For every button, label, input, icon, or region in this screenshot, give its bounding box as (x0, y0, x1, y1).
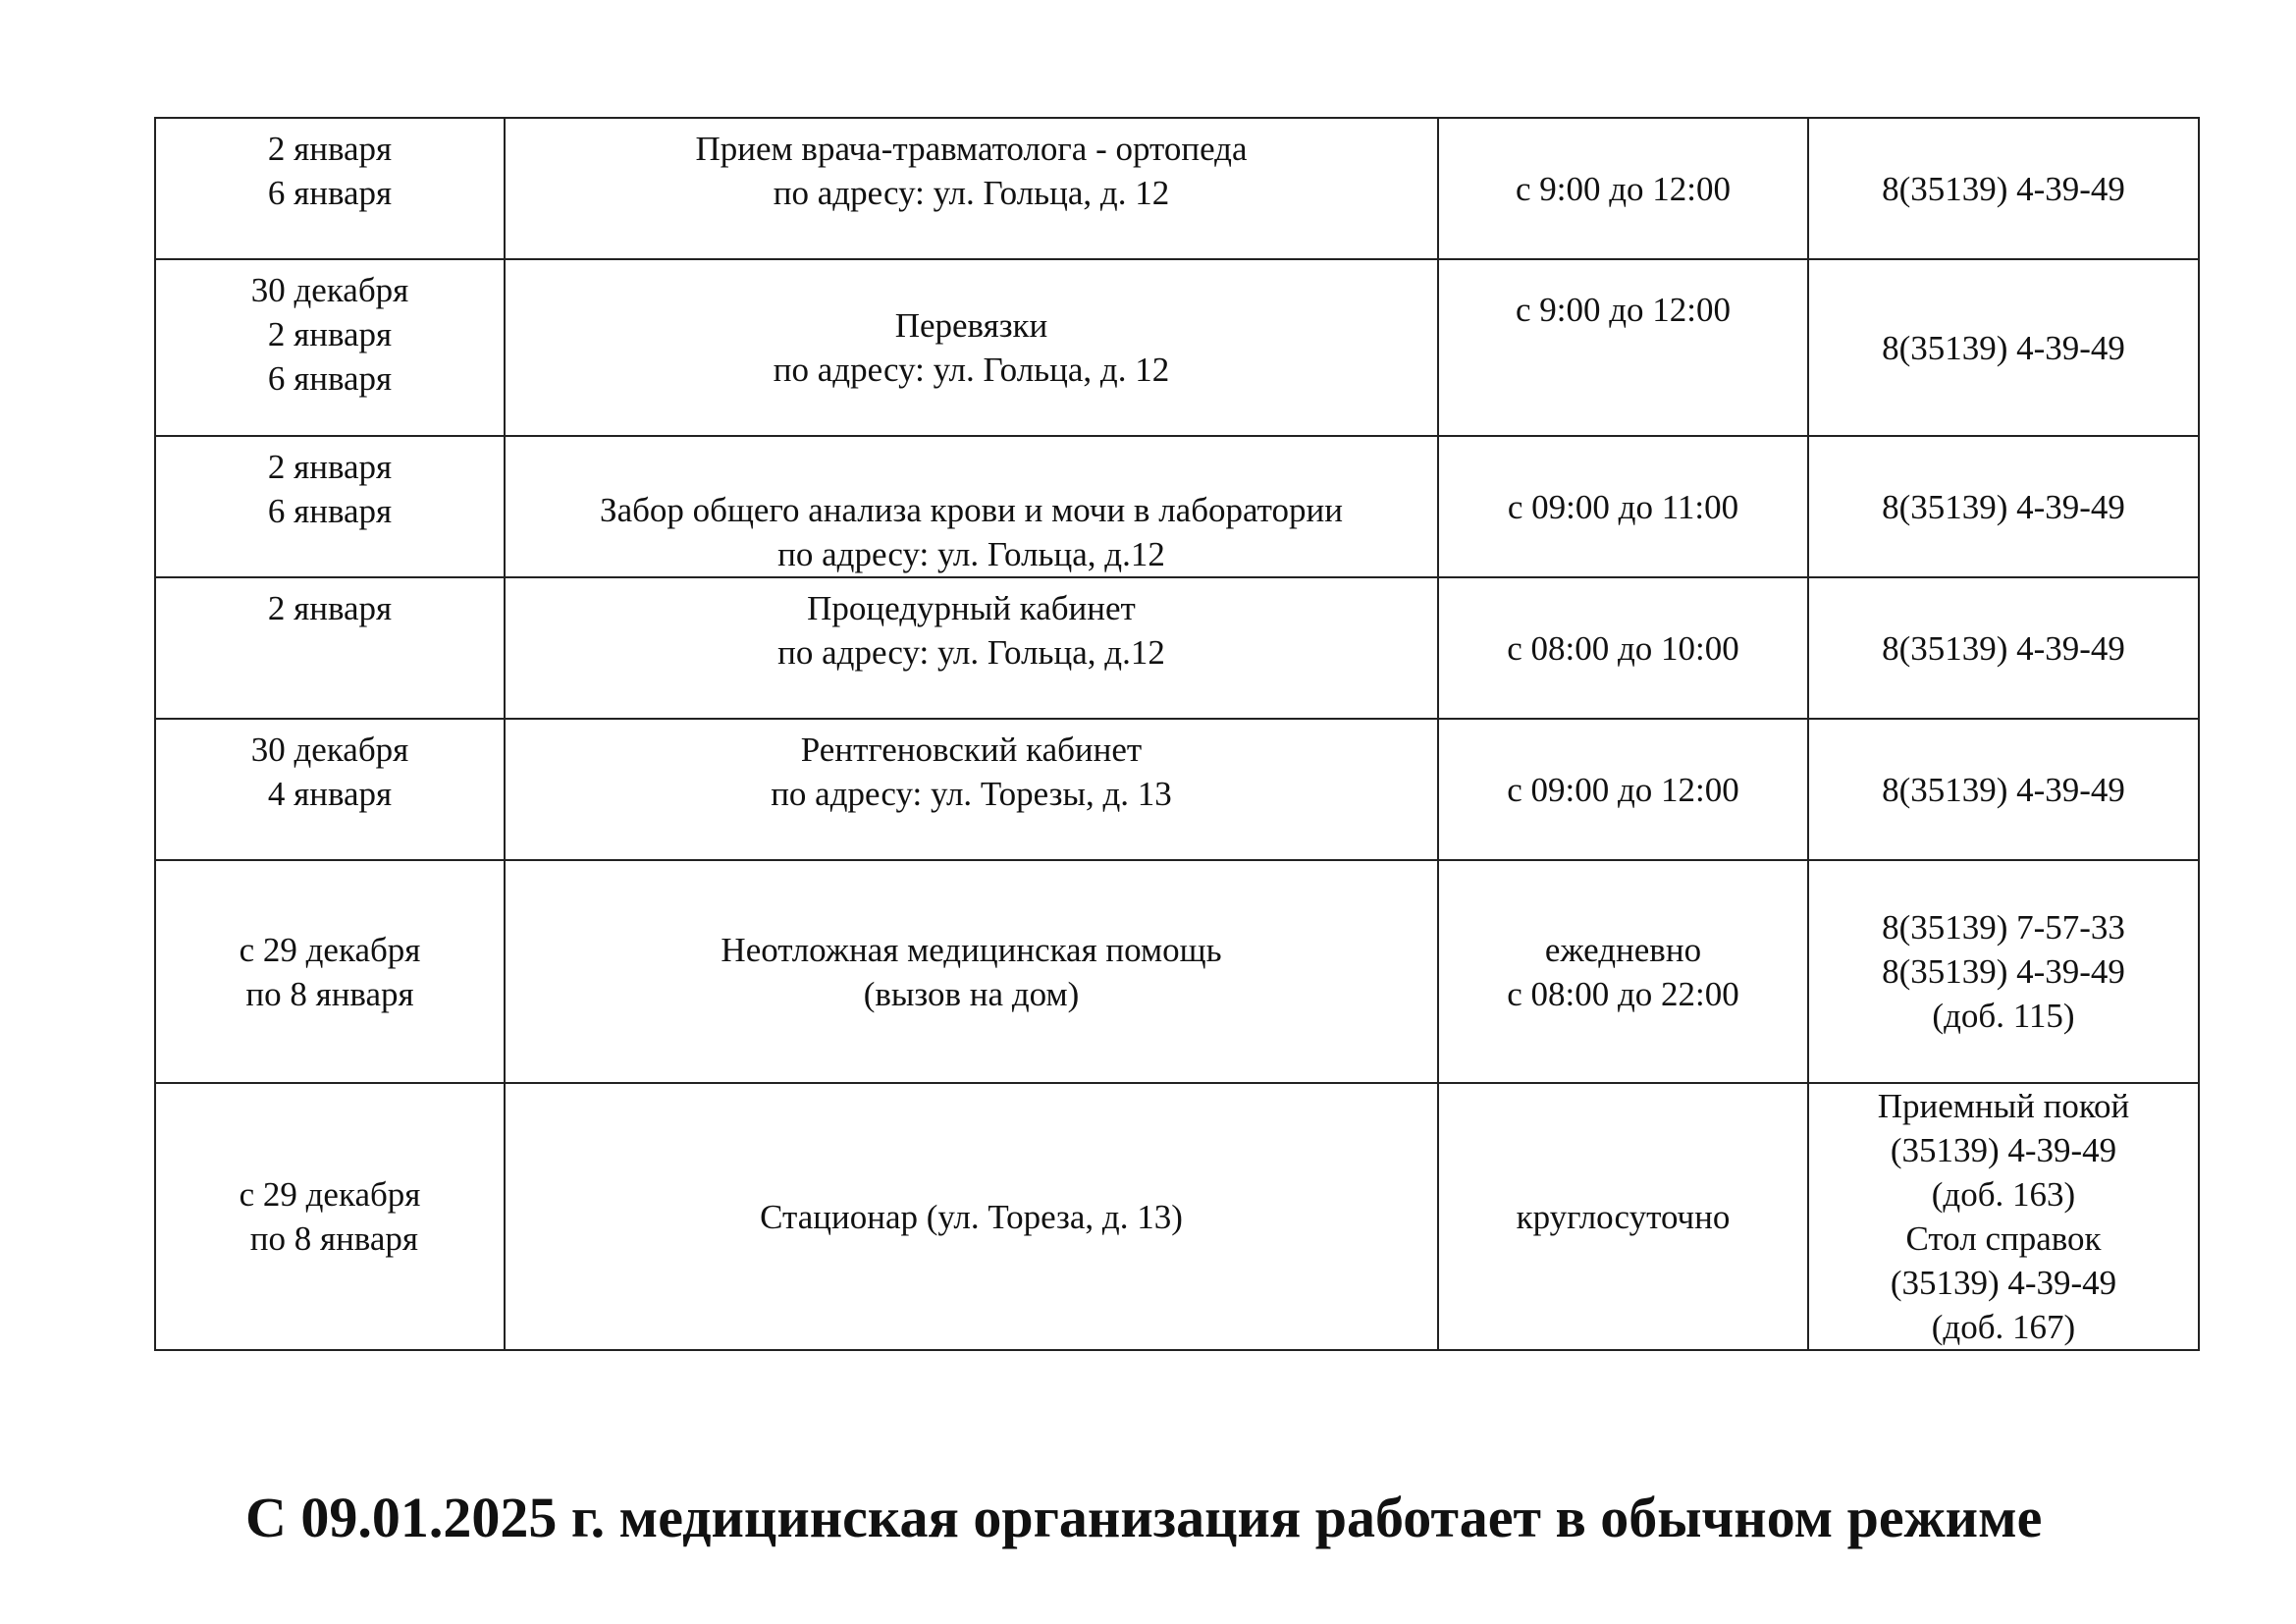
table-row (155, 436, 2199, 577)
hours-cell (1438, 436, 1808, 577)
dates-cell (155, 860, 505, 1083)
service-line: по адресу: ул. Гольца, д. 12 (773, 174, 1170, 212)
phone-label: Стол справок (1905, 1219, 2102, 1258)
dates-cell (155, 1083, 505, 1350)
schedule-table (154, 117, 2200, 1351)
table-row (155, 577, 2199, 719)
date-line: 2 января (267, 589, 393, 627)
service-line: Стационар (ул. Тореза, д. 13) (760, 1197, 1183, 1236)
hours-cell (1438, 719, 1808, 860)
hours-cell (1438, 118, 1808, 259)
phone-line: 8(35139) 4-39-49 (1882, 770, 2125, 809)
hours-cell (1438, 259, 1808, 436)
dates-cell (155, 719, 505, 860)
phone-extension: (доб. 167) (1931, 1308, 2076, 1346)
service-line: Прием врача-травматолога - ортопеда (695, 130, 1248, 168)
hours-line: с 08:00 до 10:00 (1507, 628, 1739, 668)
table-row (155, 719, 2199, 860)
service-line: Перевязки (894, 306, 1048, 345)
phone-line: 8(35139) 7-57-33 (1882, 908, 2125, 947)
service-line: Неотложная медицинская помощь (721, 930, 1222, 969)
phones-cell (1808, 719, 2199, 860)
date-line: 30 декабря (250, 731, 409, 769)
date-line: 6 января (267, 492, 393, 530)
footer-note: С 09.01.2025 г. медицинская организация работает в обычном режиме (245, 1486, 2043, 1549)
hours-line: ежедневно (1544, 930, 1702, 969)
service-line: Процедурный кабинет (807, 589, 1136, 627)
hours-line: с 08:00 до 22:00 (1507, 974, 1739, 1013)
date-line: 6 января (267, 359, 393, 398)
phones-cell (1808, 860, 2199, 1083)
phone-line: 8(35139) 4-39-49 (1882, 487, 2125, 526)
phone-line: (35139) 4-39-49 (1890, 1264, 2117, 1302)
date-line: по 8 января (245, 974, 414, 1013)
service-line: по адресу: ул. Гольца, д.12 (777, 633, 1165, 672)
phones-cell (1808, 259, 2199, 436)
hours-line: круглосуточно (1516, 1197, 1731, 1236)
phone-extension: (доб. 115) (1932, 997, 2075, 1035)
phones-cell (1808, 118, 2199, 259)
service-cell (505, 259, 1438, 436)
service-line: по адресу: ул. Гольца, д. 12 (773, 351, 1170, 389)
dates-cell (155, 118, 505, 259)
service-cell (505, 1083, 1438, 1350)
date-line: с 29 декабря (239, 1175, 421, 1214)
service-line: по адресу: ул. Гольца, д.12 (777, 535, 1165, 573)
service-cell (505, 860, 1438, 1083)
phones-cell (1808, 577, 2199, 719)
phone-line: 8(35139) 4-39-49 (1882, 169, 2125, 208)
hours-cell (1438, 1083, 1808, 1350)
date-line: 2 января (267, 315, 393, 353)
service-cell (505, 719, 1438, 860)
service-cell (505, 118, 1438, 259)
service-cell (505, 577, 1438, 719)
phone-label: Приемный покой (1877, 1087, 2130, 1125)
date-line: 30 декабря (250, 271, 409, 309)
table-row (155, 118, 2199, 259)
dates-cell (155, 577, 505, 719)
phone-extension: (доб. 163) (1931, 1175, 2076, 1214)
dates-cell (155, 436, 505, 577)
date-line: по 8 января (240, 1219, 418, 1258)
phone-line: 8(35139) 4-39-49 (1882, 628, 2125, 668)
date-line: 4 января (267, 775, 393, 813)
hours-line: с 9:00 до 12:00 (1515, 169, 1732, 208)
phones-cell (1808, 436, 2199, 577)
service-cell (505, 436, 1438, 577)
service-line: Забор общего анализа крови и мочи в лаборатории (600, 491, 1343, 529)
hours-line: с 09:00 до 12:00 (1507, 770, 1739, 809)
phone-line: 8(35139) 4-39-49 (1882, 952, 2125, 991)
hours-cell (1438, 577, 1808, 719)
phone-line: (35139) 4-39-49 (1890, 1131, 2117, 1169)
service-line: по адресу: ул. Торезы, д. 13 (771, 775, 1172, 813)
table-row (155, 860, 2199, 1083)
service-line: Рентгеновский кабинет (800, 731, 1143, 769)
hours-line: с 9:00 до 12:00 (1515, 291, 1732, 329)
date-line: 2 января (267, 130, 393, 168)
phones-cell (1808, 1083, 2199, 1350)
service-line: (вызов на дом) (863, 974, 1080, 1013)
date-line: 6 января (267, 174, 393, 212)
table-row (155, 259, 2199, 436)
date-line: 2 января (267, 448, 393, 486)
hours-cell (1438, 860, 1808, 1083)
date-line: с 29 декабря (239, 930, 421, 969)
hours-line: с 09:00 до 11:00 (1507, 487, 1739, 526)
table-row (155, 1083, 2199, 1350)
phone-line: 8(35139) 4-39-49 (1882, 328, 2125, 367)
dates-cell (155, 259, 505, 436)
